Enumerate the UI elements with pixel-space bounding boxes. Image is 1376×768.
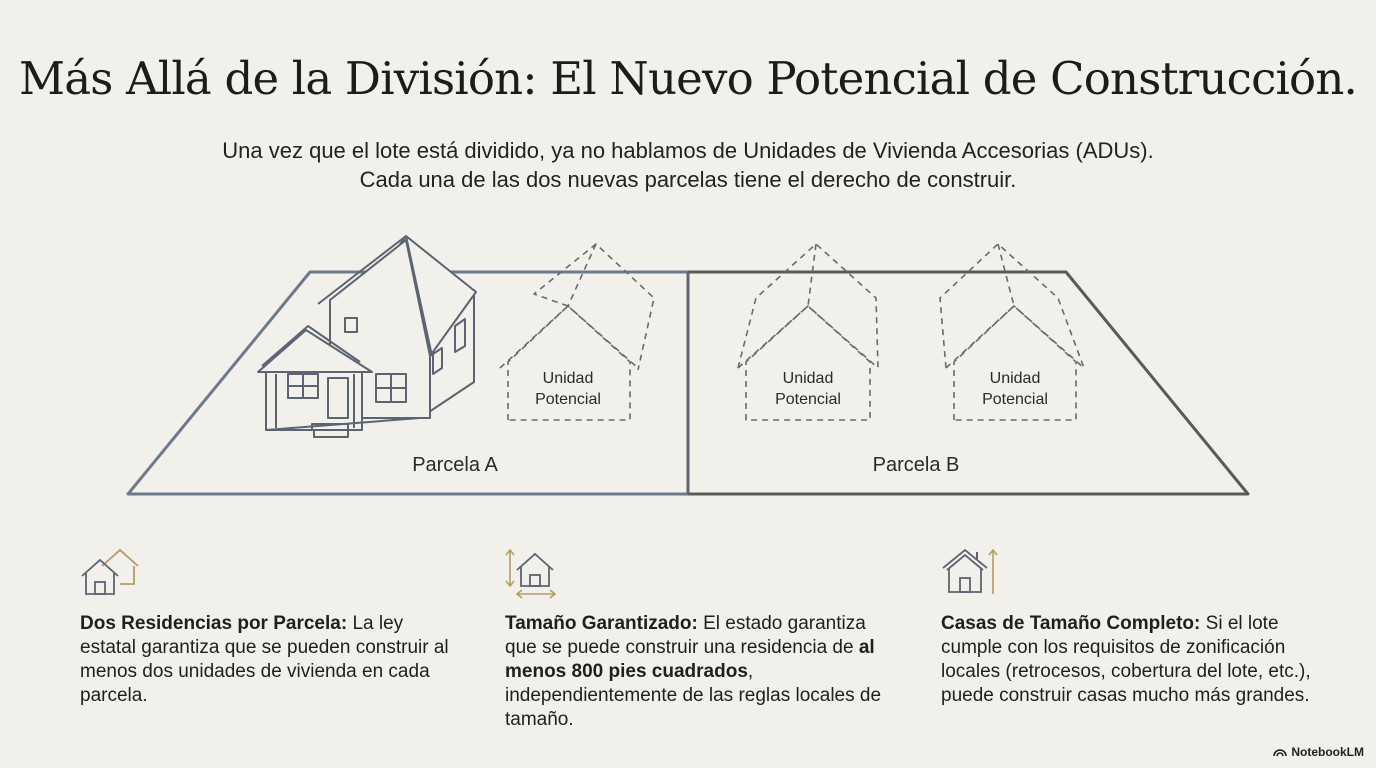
feature-full-size-homes (941, 548, 1336, 708)
subtitle-line-1: Una vez que el lote está dividido, ya no hablamos de Unidades de Vivienda Accesorias (ADUs). (222, 138, 1154, 163)
two-houses-icon (80, 548, 144, 602)
parcel-b-label: Parcela B (872, 454, 960, 476)
brand-label: NotebookLM (1291, 745, 1364, 759)
unit-label-b2: Unidad Potencial (982, 370, 1048, 408)
feature-two-residences-text: Dos Residencias por Parcela: La ley estatal garantiza que se pueden construir al menos dos unidades de vivienda en cada parcela. (80, 613, 449, 706)
feature-full-size-homes-text: Casas de Tamaño Completo: Si el lote cumple con los requisitos de zonificación locales (retrocesos, cobertura del lote, etc.), puede construir casas mucho más grandes. (941, 613, 1311, 706)
existing-house-icon (258, 236, 476, 437)
feature-guaranteed-size (505, 548, 885, 732)
feature-two-residences (80, 548, 450, 708)
parcel-a-label: Parcela A (412, 454, 498, 476)
feature-guaranteed-size-text: Tamaño Garantizado: El estado garantiza que se puede construir una residencia de al menos 800 pies cuadrados, independientemente de las reglas locales de tamaño. (505, 613, 882, 730)
page-title: Más Allá de la División: El Nuevo Potencial de Construcción. (18, 52, 1358, 105)
full-size-house-icon (941, 548, 1005, 602)
unit-label-b1: Unidad Potencial (775, 370, 841, 408)
notebooklm-logo-icon (1273, 747, 1287, 757)
unit-label-a: Unidad Potencial (535, 370, 601, 408)
house-size-icon (505, 548, 569, 602)
subtitle-line-2: Cada una de las dos nuevas parcelas tiene el derecho de construir. (359, 167, 1017, 192)
brand-logo (1273, 745, 1364, 759)
